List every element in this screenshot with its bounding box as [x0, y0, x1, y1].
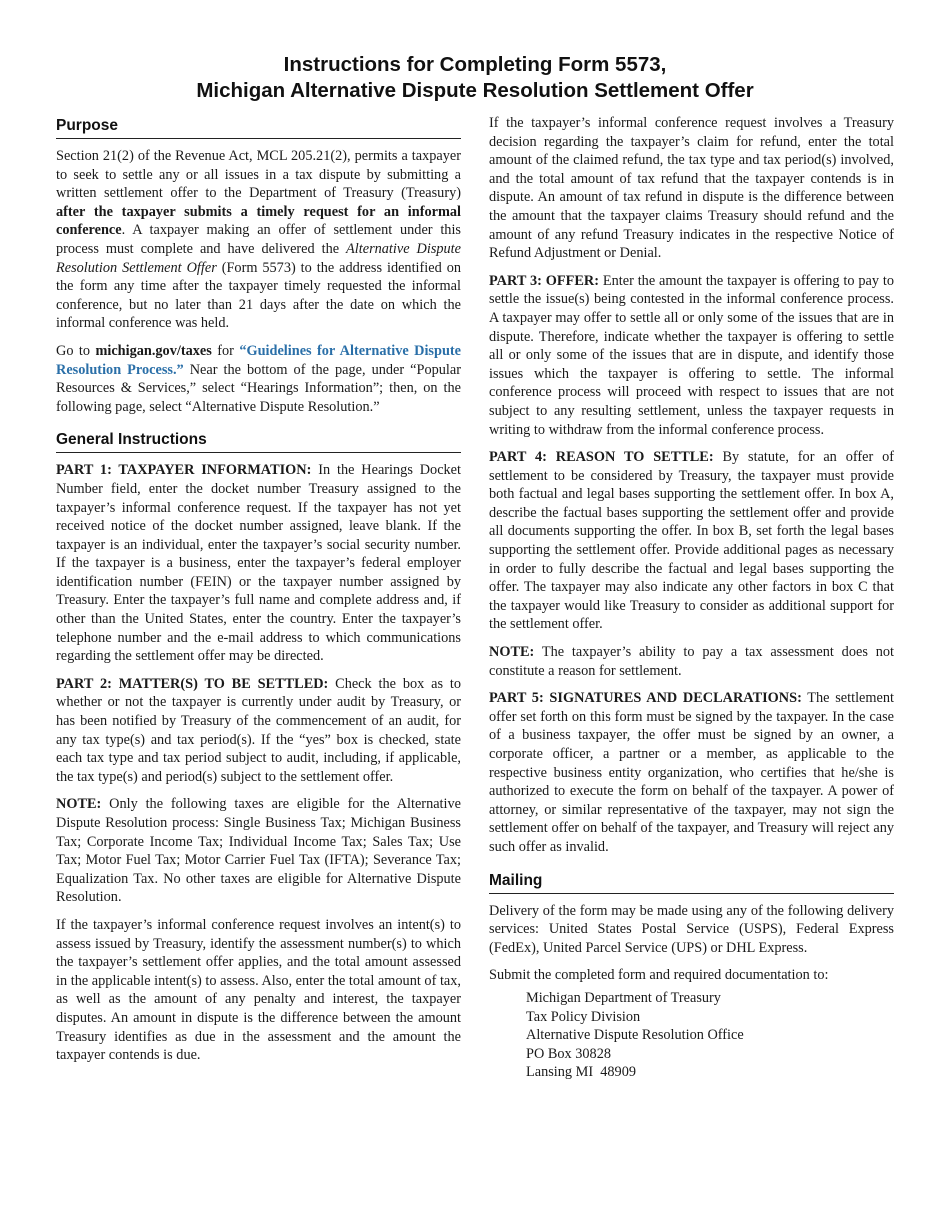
note1-text: Only the following taxes are eligible for the Alternative Dispute Resolution process: Single Business Tax; Michigan Business Tax; Corporate Income Tax; Individual Income Tax; Sales Tax; Use Tax; Motor Fuel Tax; Motor Carrier Fuel Tax (IFTA); Severance Tax; Equalization Tax. No other taxes are eligible for Alternative Dispute Resolution.: [56, 796, 461, 906]
part2-paragraph: [56, 675, 461, 787]
part3-paragraph: [489, 272, 894, 439]
part2-text: Check the box as to whether or not the taxpayer is currently under audit by Treasury, or has been notified by Treasury of the commencement of an audit, for any tax type(s) and tax period(s). If the “yes” box is checked, state each tax type and tax period subject to audit, including, if applicable, the tax type(s) and period(s) subject to the settlement offer.: [56, 675, 461, 785]
purpose-bold-text: after the taxpayer submits a timely request for an informal conference: [56, 203, 461, 239]
intent-paragraph: If the taxpayer’s informal conference request involves an intent(s) to assess issued by Treasury, identify the assessment number(s) to which the taxpayer’s settlement offer applies, and the total amount assessed in the applicable intent(s) to assess. Also, enter the total amount of tax, as well as the amount of any penalty and interest, the taxpayer disputes. An amount in dispute is the difference between the amount Treasury identifies as due in the assessment and the amount the taxpayer contends is due.: [56, 916, 461, 1064]
part5-lead: PART 5: SIGNATURES AND DECLARATIONS:: [489, 690, 802, 707]
purpose-paragraph-1: [56, 147, 461, 333]
right-column: [489, 114, 894, 1082]
purpose-paragraph-2: [56, 342, 461, 416]
part4-paragraph: [489, 448, 894, 634]
purpose-heading: Purpose: [56, 116, 461, 139]
purpose-text-c: (Form 5573) to the address identified on the form any time after the taxpayer timely requested the informal conference, but no later than 21 days after the date on which the informal conference was held.: [56, 259, 461, 332]
part1-text: In the Hearings Docket Number field, enter the docket number Treasury assigned to the taxpayer’s informal conference request. If the taxpayer has not yet received notice of the docket number assigned, leave blank. If the taxpayer is an individual, enter the taxpayer’s social security number. If the taxpayer is a business, enter the taxpayer’s federal employer identification number (FEIN) or the taxpayer number assigned by Treasury. Enter the taxpayer’s full name and complete address and, if other than the United States, enter the country. Enter the taxpayer’s telephone number and the e-mail address to which communications regarding the settlement offer may be directed.: [56, 462, 462, 665]
address-line: Alternative Dispute Resolution Office: [526, 1027, 744, 1044]
guidelines-link[interactable]: “Guidelines for Alternative Dispute Resolution Process.”: [56, 342, 462, 378]
navigation-text: Near the bottom of the page, under “Popular Resources & Services,” select “Hearings Information”; then, on the following page, select “Alternative Dispute Resolution.”: [56, 361, 461, 415]
part3-text: Enter the amount the taxpayer is offering to pay to settle the issue(s) being contested in the informal conference process. A taxpayer may offer to settle all or only some of the issues that are in dispute. Therefore, indicate whether the taxpayer is offering to settle all or only some of the issues that are in dispute, and identify those issues which the taxpayer is offering to settle. The informal conference process will proceed with respect to issues that are not subject to any resulting settlement, unless the taxpayer requests in writing to withdraw from the informal conference process.: [489, 272, 894, 438]
mailing-paragraph-1: Delivery of the form may be made using any of the following delivery services: United States Postal Service (USPS), Federal Express (FedEx), United Parcel Service (UPS) or DHL Express.: [489, 902, 894, 956]
page-title: [0, 52, 950, 104]
address-line: Lansing MI 48909: [526, 1064, 636, 1081]
note2-paragraph: [489, 643, 894, 680]
title-line-2: Michigan Alternative Dispute Resolution Settlement Offer: [196, 79, 754, 102]
note2-text: The taxpayer’s ability to pay a tax assessment does not constitute a reason for settlement.: [489, 644, 894, 679]
part1-paragraph: [56, 461, 461, 666]
address-line: Tax Policy Division: [526, 1008, 641, 1025]
note1-lead: NOTE:: [56, 796, 102, 813]
goto-text: Go to: [56, 342, 96, 359]
part5-paragraph: [489, 689, 894, 856]
mailing-heading: Mailing: [489, 871, 894, 894]
mailing-address: [526, 989, 894, 1082]
website-link[interactable]: michigan.gov/taxes: [95, 342, 212, 359]
purpose-text-a: Section 21(2) of the Revenue Act, MCL 205.21(2), permits a taxpayer to seek to settle any or all issues in a tax dispute by submitting a written settlement offer to the Department of Treasury (Treasury): [56, 148, 461, 202]
left-column: [56, 116, 461, 1074]
address-line: PO Box 30828: [526, 1045, 611, 1062]
refund-paragraph: If the taxpayer’s informal conference request involves a Treasury decision regarding the taxpayer’s claim for refund, enter the total amount of the claimed refund, the tax type and tax period(s) involved, and the total amount of tax refund that the taxpayer contends is in dispute. An amount of tax refund in dispute is the difference between the amount that the taxpayer claims Treasury should refund and the amount of any refund Treasury indicates in the respective Notice of Refund Adjustment or Denial.: [489, 115, 894, 262]
mailing-paragraph-2: Submit the completed form and required documentation to:: [489, 967, 829, 984]
address-line: Michigan Department of Treasury: [526, 989, 721, 1006]
title-line-1: Instructions for Completing Form 5573,: [283, 53, 667, 76]
part5-text: The settlement offer set forth on this form must be signed by the taxpayer. In the case of a business taxpayer, the offer must be signed by an owner, a corporate officer, a partner or a member, as applicable to the respective business entity organization, who certifies that he/she is authorized to execute the form on behalf of the taxpayer. A power of attorney, or similar representative of the taxpayer, may not sign the settlement offer on behalf of the taxpayer, and Treasury will reject any such offer as invalid.: [489, 690, 894, 855]
part1-lead: PART 1: TAXPAYER INFORMATION:: [56, 462, 312, 479]
part2-lead: PART 2: MATTER(S) TO BE SETTLED:: [56, 675, 329, 692]
form-name-italic: Alternative Dispute Resolution Settlement Offer: [56, 240, 461, 276]
for-text: for: [211, 342, 240, 359]
part4-lead: PART 4: REASON TO SETTLE:: [489, 449, 714, 466]
note1-paragraph: [56, 795, 461, 907]
part4-text: By statute, for an offer of settlement to be considered by Treasury, the taxpayer must provide both factual and legal bases supporting the settlement offer. In box A, describe the factual bases supporting the settlement offer and provide all documents supporting the offer. In box B, set forth the legal bases supporting the settlement offer. Provide additional pages as necessary in order to fully describe the factual and legal bases supporting the offer. The taxpayer may also indicate any other factors in box C that the taxpayer would like Treasury to consider as additional support for the settlement offer.: [489, 449, 894, 633]
general-instructions-heading: General Instructions: [56, 430, 461, 453]
purpose-text-b: . A taxpayer making an offer of settlement under this process must complete and have delivered the: [56, 222, 461, 257]
note2-lead: NOTE:: [489, 644, 535, 661]
part3-lead: PART 3: OFFER:: [489, 272, 599, 289]
